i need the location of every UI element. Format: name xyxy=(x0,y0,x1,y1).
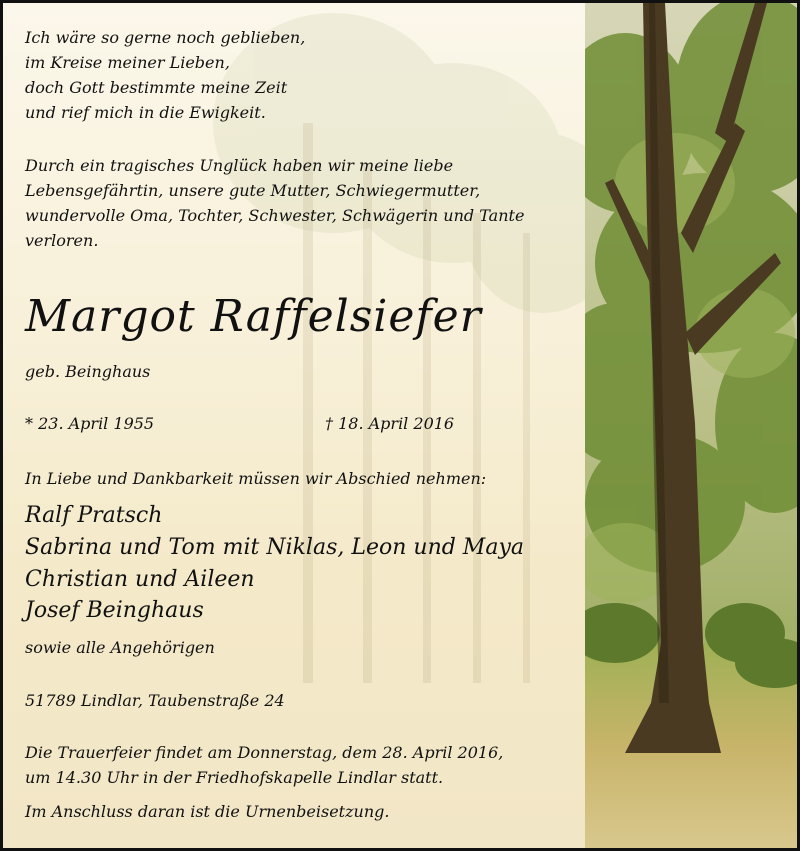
intro-text: Durch ein tragisches Unglück haben wir meine liebe Lebensgefährtin, unsere gute Mutter, Schwiegermutter, wundervolle Oma, Tochter, Schwester, Schwägerin und Tante verloren. xyxy=(25,156,525,250)
address: 51789 Lindlar, Taubenstraße 24 xyxy=(25,691,285,710)
birth-date: * 23. April 1955 xyxy=(25,414,155,433)
relatives-line: sowie alle Angehörigen xyxy=(25,638,215,657)
deceased-name: Margot Raffelsiefer xyxy=(25,291,482,342)
poem: Ich wäre so gerne noch geblieben, im Kreise meiner Lieben, doch Gott bestimmte meine Zeit und rief mich in die Ewigkeit. xyxy=(25,28,306,122)
mourner-name: Josef Beinghaus xyxy=(25,598,204,623)
service-info: Die Trauerfeier findet am Donnerstag, dem 28. April 2016, um 14.30 Uhr in der Friedhofskapelle Lindlar statt. xyxy=(25,743,504,787)
farewell-line: In Liebe und Dankbarkeit müssen wir Abschied nehmen: xyxy=(25,469,487,488)
burial-info: Im Anschluss daran ist die Urnenbeisetzung. xyxy=(25,802,390,821)
mourner-name: Christian und Aileen xyxy=(25,567,255,592)
mourner-name: Sabrina und Tom mit Niklas, Leon und Maya xyxy=(25,535,524,560)
birth-name: geb. Beinghaus xyxy=(25,362,151,381)
tree-photo xyxy=(585,3,800,851)
death-date: † 18. April 2016 xyxy=(325,414,455,433)
mourner-name: Ralf Pratsch xyxy=(25,503,163,528)
